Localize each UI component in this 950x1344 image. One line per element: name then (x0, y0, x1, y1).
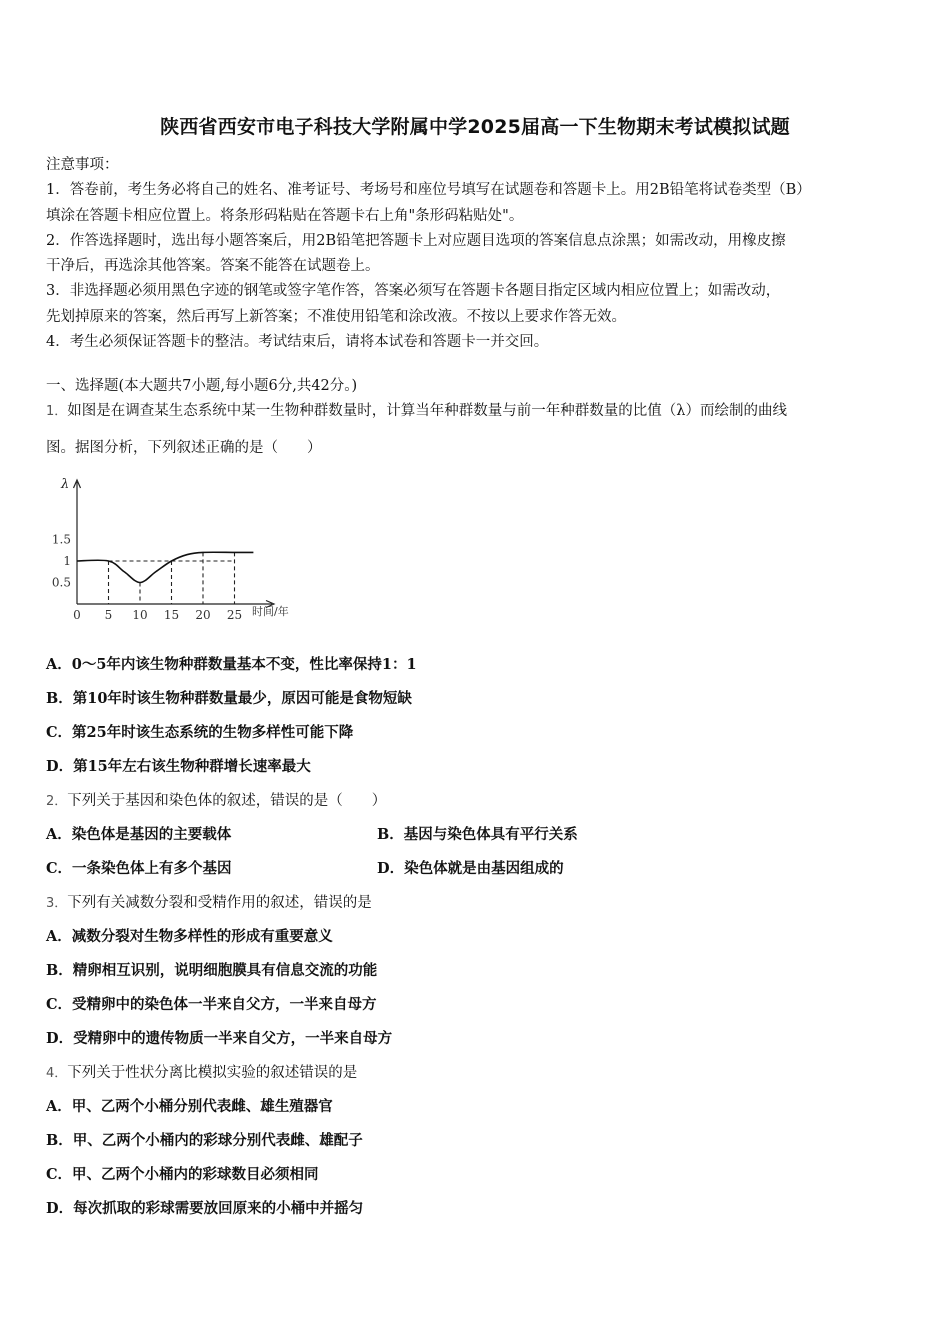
y-tick-label: 1 (63, 554, 71, 568)
y-tick-label: 0.5 (51, 575, 71, 590)
q1-number: 1． (46, 404, 68, 419)
q2-option-c: C．一条染色体上有多个基因 (46, 860, 232, 877)
y-tick-label: 1.5 (51, 532, 71, 547)
lambda-curve (77, 552, 253, 582)
x-tick-label: 25 (226, 608, 243, 622)
notes-line: 4．考生必须保证答题卡的整洁。考试结束后，请将本试卷和答题卡一并交回。 (46, 334, 549, 351)
q1-option-b: B．第10年时该生物种群数量最少，原因可能是食物短缺 (46, 690, 412, 707)
q3-option-b: B．精卵相互识别，说明细胞膜具有信息交流的功能 (46, 962, 378, 979)
section-heading: 一、选择题(本大题共7小题,每小题6分,共42分。) (46, 378, 358, 394)
q1-stem-line2: 图。据图分析，下列叙述正确的是（ ） (46, 440, 322, 456)
q2-stem: 下列关于基因和染色体的叙述，错误的是（ ） (67, 793, 387, 809)
q3-option-d: D．受精卵中的遗传物质一半来自父方，一半来自母方 (46, 1030, 393, 1047)
notes-line: 1．答卷前，考生务必将自己的姓名、准考证号、考场号和座位号填写在试题卷和答题卡上。用2B铅笔将试卷类型（B） (46, 182, 811, 199)
q3-stem-line (46, 893, 372, 914)
notes-line: 填涂在答题卡相应位置上。将条形码粘贴在答题卡右上角"条形码粘贴处"。 (46, 207, 524, 224)
x-tick-label: 20 (195, 608, 211, 622)
q4-option-c: C．甲、乙两个小桶内的彩球数目必须相同 (46, 1166, 319, 1183)
q1-option-a: A．0～5年内该生物种群数量基本不变，性比率保持1：1 (46, 656, 417, 673)
x-tick-label: 15 (163, 608, 180, 622)
notes-line: 3．非选择题必须用黑色字迹的钢笔或签字笔作答，答案必须写在答题卡各题目指定区域内相应位置上；如需改动， (46, 283, 781, 300)
q3-number: 3． (46, 896, 68, 911)
q2-stem-line (46, 791, 386, 812)
q1-stem: 如图是在调查某生态系统中某一生物种群数量时，计算当年种群数量与前一年种群数量的比值（λ）而绘制的曲线 (67, 403, 787, 419)
q4-option-b: B．甲、乙两个小桶内的彩球分别代表雌、雄配子 (46, 1132, 363, 1149)
x-tick-label: 5 (104, 608, 113, 622)
y-axis-label: λ (61, 477, 70, 492)
q2-option-b: B．基因与染色体具有平行关系 (377, 826, 578, 843)
q4-option-d: D．每次抓取的彩球需要放回原来的小桶中并摇匀 (46, 1200, 364, 1217)
notes-block (46, 153, 906, 355)
notes-line: 干净后，再选涂其他答案。答案不能答在试题卷上。 (46, 258, 380, 275)
q4-number: 4． (46, 1066, 68, 1081)
notes-line: 2．作答选择题时，选出每小题答案后，用2B铅笔把答题卡上对应题目选项的答案信息点涂黑；如需改动，用橡皮擦 (46, 232, 786, 249)
q3-stem: 下列有关减数分裂和受精作用的叙述，错误的是 (67, 895, 372, 911)
x-tick-label: 0 (73, 608, 81, 622)
lambda-chart (44, 472, 324, 622)
page-title: 陕西省西安市电子科技大学附属中学2025届高一下生物期末考试模拟试题 (160, 116, 790, 138)
q1-option-d: D．第15年左右该生物种群增长速率最大 (46, 758, 311, 775)
notes-line: 先划掉原来的答案，然后再写上新答案；不准使用铅笔和涂改液。不按以上要求作答无效。 (46, 308, 626, 325)
q2-option-a: A．染色体是基因的主要载体 (46, 826, 232, 843)
q1-stem-line1 (46, 401, 787, 422)
q4-stem-line (46, 1063, 357, 1084)
x-axis-label: 时间/年 (252, 605, 289, 618)
q2-option-d: D．染色体就是由基因组成的 (377, 860, 564, 877)
q4-stem: 下列关于性状分离比模拟实验的叙述错误的是 (67, 1065, 358, 1081)
q3-option-c: C．受精卵中的染色体一半来自父方，一半来自母方 (46, 996, 377, 1013)
q2-number: 2． (46, 794, 68, 809)
q3-option-a: A．减数分裂对生物多样性的形成有重要意义 (46, 928, 333, 945)
notes-heading: 注意事项： (46, 157, 119, 173)
x-tick-label: 10 (132, 608, 148, 622)
q4-option-a: A．甲、乙两个小桶分别代表雌、雄生殖器官 (46, 1098, 333, 1115)
q1-option-c: C．第25年时该生态系统的生物多样性可能下降 (46, 724, 354, 741)
